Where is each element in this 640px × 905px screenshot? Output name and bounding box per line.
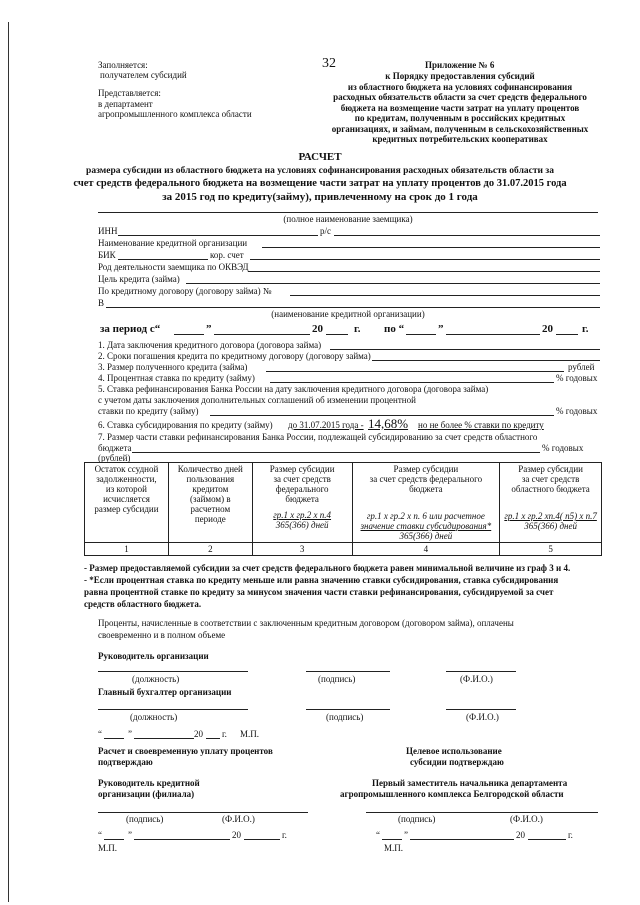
header-text: из которой <box>105 484 147 494</box>
present-label: Представляется: <box>98 88 161 98</box>
header-text: за счет средств <box>273 474 331 484</box>
period-quote: ” <box>206 323 212 335</box>
bank-date-year[interactable] <box>244 839 280 840</box>
item-2: 2. Сроки погашения кредита по кредитному договору (договору займа) <box>98 351 371 361</box>
period-from-day[interactable] <box>174 334 204 335</box>
fill-label: Заполняется: <box>98 60 148 70</box>
item-6-limit: но не более % ставки по кредиту <box>418 420 544 430</box>
period-to-day[interactable] <box>406 334 436 335</box>
item-1: 1. Дата заключения кредитного договора (договора займа) <box>98 340 322 350</box>
kor-field[interactable] <box>250 259 600 260</box>
sign-caption: (подпись) <box>318 674 356 684</box>
head-org-label: Руководитель организации <box>98 651 209 661</box>
period-year-prefix: 20 <box>312 323 323 335</box>
header-text: за счет средств <box>521 474 580 484</box>
calculation-table <box>84 462 602 556</box>
item-7-unit: % годовых <box>542 443 584 453</box>
date-g: г. <box>282 830 287 840</box>
item-4-unit: % годовых <box>556 373 598 383</box>
formula-text: гр.1 х гр.2 х п. 6 или расчетное <box>366 511 485 521</box>
date-close-quote: ” <box>128 830 132 840</box>
position-caption: (должность) <box>132 674 180 684</box>
use-confirm-2: субсидии подтверждаю <box>410 757 504 767</box>
bik-label: БИК <box>98 250 116 260</box>
title-line-3: за 2015 год по кредиту(займу), привлеченному на срок до 1 года <box>162 191 478 203</box>
bank-name-field[interactable] <box>262 247 600 248</box>
formula-text: 365(366) дней <box>275 520 329 530</box>
date-open-quote: “ <box>98 830 102 840</box>
bank-sign-field[interactable] <box>98 812 308 813</box>
use-confirm-1: Целевое использование <box>406 746 502 756</box>
header-text: Остаток ссудной <box>94 464 159 474</box>
period-g: г. <box>354 323 361 335</box>
bank-date-month[interactable] <box>134 839 230 840</box>
borrower-line[interactable] <box>98 212 598 213</box>
head-position-field[interactable] <box>98 671 248 672</box>
date-month-field[interactable] <box>134 738 194 739</box>
item-3-unit: рублей <box>568 362 595 372</box>
chief-accountant-label: Главный бухгалтер организации <box>98 687 232 697</box>
column-number: 2 <box>168 543 252 556</box>
appendix-line: к Порядку предоставления субсидий <box>385 71 535 81</box>
formula-text: гр.1 х гр.2 х п.4 <box>273 510 332 520</box>
title-line-2: счет средств федерального бюджета на возмещение части затрат на уплату процентов до 31.07.2015 года <box>73 178 567 189</box>
appendix-block <box>300 71 620 145</box>
column-number: 5 <box>500 543 602 556</box>
inn-label: ИНН <box>98 226 118 236</box>
header-cell-2 <box>168 463 252 543</box>
header-text: бюджета <box>285 494 319 504</box>
header-cell-4 <box>352 463 500 543</box>
header-text: бюджета <box>409 484 443 494</box>
item-2-field[interactable] <box>372 360 600 361</box>
bank-org-field[interactable] <box>106 307 600 308</box>
header-text: Размер субсидии <box>393 464 459 474</box>
period-g-2: г. <box>582 323 589 335</box>
acc-position-field[interactable] <box>98 709 248 710</box>
appendix-line: бюджета на возмещение части затрат на уплату процентов <box>340 102 580 113</box>
item-6-label: 6. Ставка субсидирования по кредиту (займу) <box>98 420 273 430</box>
fio-caption: (Ф.И.О.) <box>460 674 493 684</box>
header-text: расчетном <box>190 504 231 514</box>
period-to-label: по “ <box>384 323 405 335</box>
date-year: 20 <box>232 830 241 840</box>
sign-caption: (подпись) <box>126 814 164 824</box>
position-caption: (должность) <box>130 712 178 722</box>
item-4-field[interactable] <box>270 382 554 383</box>
borrower-caption: (полное наименование заемщика) <box>283 214 413 224</box>
rs-field[interactable] <box>334 235 600 236</box>
appendix-number: Приложение № 6 <box>425 60 495 70</box>
acc-sign-field[interactable] <box>306 709 390 710</box>
column-number: 4 <box>352 543 500 556</box>
header-text: исчисляется <box>103 494 150 504</box>
purpose-field[interactable] <box>186 283 600 284</box>
title-line-1: размера субсидии из областного бюджета на условиях софинансирования расходных обязательств области за <box>86 166 554 176</box>
calc-confirm-1: Расчет и своевременную уплату процентов <box>98 746 273 756</box>
date-year-field[interactable] <box>206 738 220 739</box>
item-4: 4. Процентная ставка по кредиту (займу) <box>98 373 255 383</box>
item-5-line-1: 5. Ставка рефинансирования Банка России на дату заключения кредитного договора (договора займа) <box>98 384 489 394</box>
item-6-rate: 14,68% <box>368 416 409 431</box>
deputy-head-2: агропромышленного комплекса Белгородской области <box>340 789 564 799</box>
item-7-line-1: 7. Размер части ставки рефинансирования Банка России, подлежащей субсидированию за счет средств областного <box>98 432 538 442</box>
sign-caption: (подпись) <box>326 712 364 722</box>
formula-text: 365(366) дней <box>399 531 453 541</box>
header-text: периоде <box>194 514 226 524</box>
period-year-prefix-2: 20 <box>542 323 553 335</box>
appendix-line: из областного бюджета на условиях софинансирования <box>347 81 573 92</box>
header-text: размер субсидии <box>94 504 159 514</box>
header-text: пользования <box>186 474 235 484</box>
header-cell-3 <box>252 463 352 543</box>
fio-caption: (Ф.И.О.) <box>466 712 499 722</box>
header-text: областного бюджета <box>511 484 590 494</box>
date-close-quote: ” <box>128 729 132 739</box>
agreement-field[interactable] <box>290 295 600 296</box>
header-text: за счет средств федерального <box>369 474 483 484</box>
column-number: 1 <box>85 543 169 556</box>
header-text: Размер субсидии <box>269 464 335 474</box>
inn-field[interactable] <box>118 235 318 236</box>
period-from-month[interactable] <box>214 334 310 335</box>
rub-label: (рублей) <box>98 453 131 463</box>
rs-label: р/с <box>320 226 331 236</box>
present-to-2: агропромышленного комплекса области <box>98 109 252 119</box>
item-5-line-3: ставки по кредиту (займу) <box>98 406 199 416</box>
agreement-label: По кредитному договору (договору займа) № <box>98 286 272 296</box>
deputy-date-year[interactable] <box>528 839 566 840</box>
fio-caption: (Ф.И.О.) <box>222 814 255 824</box>
column-number: 3 <box>252 543 352 556</box>
date-g: г. <box>568 830 573 840</box>
date-g: г. <box>222 729 227 739</box>
fill-by: получателем субсидий <box>100 70 187 80</box>
date-open-quote: “ <box>98 729 102 739</box>
acc-fio-field[interactable] <box>446 709 516 710</box>
bank-date-day[interactable] <box>104 839 124 840</box>
period-to-month[interactable] <box>446 334 540 335</box>
item-5-line-2: с учетом даты заключения дополнительных соглашений об изменении процентной <box>98 395 416 405</box>
deputy-date-day[interactable] <box>382 839 402 840</box>
item-7-field[interactable] <box>132 452 540 453</box>
document-title: РАСЧЕТ <box>298 151 342 163</box>
period-label: за период с“ <box>100 323 161 335</box>
header-text: задолженности, <box>96 474 157 484</box>
calc-confirm-2: подтверждаю <box>98 757 153 767</box>
appendix-line: организациях, и займам, полученным в сельскохозяйственных <box>331 123 589 134</box>
appendix-line: расходных обязательств области за счет средств федерального <box>333 92 587 102</box>
org-caption: (наименование кредитной организации) <box>271 309 425 319</box>
bank-head-1: Руководитель кредитной <box>98 778 200 788</box>
item-3: 3. Размер полученного кредита (займа) <box>98 362 248 372</box>
purpose-label: Цель кредита (займа) <box>98 274 180 284</box>
stamp-place: М.П. <box>240 729 260 739</box>
date-day-field[interactable] <box>104 738 124 739</box>
bik-field[interactable] <box>118 259 208 260</box>
item-5-unit: % годовых <box>556 406 598 416</box>
note-3: равна процентной ставке по кредиту за минусом значения части ставки рефинансирования, субсидируемой за счет <box>84 587 554 597</box>
fio-caption: (Ф.И.О.) <box>510 814 543 824</box>
bank-head-2: организации (филиала) <box>98 789 195 799</box>
deputy-stamp-place: М.П. <box>384 843 404 853</box>
note-2: - *Если процентная ставка по кредиту меньше или равна значению ставки субсидирования, ставка субсидирования <box>84 575 559 585</box>
formula-text: гр.1 х гр.2 хп.4( п5) х п.7 <box>504 511 597 521</box>
kor-label: кор. счет <box>210 250 244 260</box>
header-text: Размер субсидии <box>518 464 583 474</box>
present-to-1: в департамент <box>98 99 153 109</box>
paid-text-1: Проценты, начисленные в соответствии с заключенным кредитным договором (договором займа), оплачены <box>98 618 514 628</box>
item-7-line-2: бюджета <box>98 443 132 453</box>
header-cell-5 <box>500 463 602 543</box>
header-cell-1 <box>85 463 169 543</box>
date-year: 20 <box>194 729 203 739</box>
deputy-head-1: Первый заместитель начальника департамента <box>372 778 568 788</box>
v-label: В <box>98 298 105 308</box>
date-close-quote: ” <box>404 830 408 840</box>
bank-stamp-place: М.П. <box>98 843 118 853</box>
head-sign-field[interactable] <box>306 671 390 672</box>
header-text: Количество дней <box>177 464 243 474</box>
header-text: федерального <box>275 484 329 494</box>
bank-name-label: Наименование кредитной организации <box>98 238 248 248</box>
item-1-field[interactable] <box>330 349 600 350</box>
table-number-row <box>85 543 602 556</box>
appendix-line: кредитных потребительских кооперативах <box>372 134 548 144</box>
period-quote-2: ” <box>438 323 444 335</box>
deputy-date-month[interactable] <box>410 839 514 840</box>
header-text: кредитом <box>192 484 229 494</box>
period-from-year[interactable] <box>326 334 348 335</box>
formula-text: 365(366) дней <box>524 521 577 531</box>
note-1: - Размер предоставляемой субсидии за счет средств федерального бюджета равен минимальной величине из граф 3 и 4. <box>84 563 571 573</box>
okved-field[interactable] <box>248 271 600 272</box>
period-to-year[interactable] <box>556 334 578 335</box>
sign-caption: (подпись) <box>398 814 436 824</box>
head-fio-field[interactable] <box>446 671 516 672</box>
header-text: (займом) в <box>190 494 231 504</box>
deputy-sign-field[interactable] <box>366 812 598 813</box>
formula-text: значение ставки субсидирования* <box>360 521 492 531</box>
date-year: 20 <box>516 830 525 840</box>
page-number: 32 <box>322 56 336 71</box>
item-6-deadline: до 31.07.2015 года - <box>288 420 364 430</box>
date-open-quote: “ <box>376 830 380 840</box>
okved-label: Род деятельности заемщика по ОКВЭД <box>98 262 249 272</box>
item-3-field[interactable] <box>266 371 564 372</box>
note-4: средств областного бюджета. <box>84 599 202 609</box>
table-header-row <box>85 463 602 543</box>
paid-text-2: своевременно и в полном объеме <box>98 630 226 640</box>
appendix-line: по кредитам, полученным в российских кредитных <box>354 113 566 123</box>
